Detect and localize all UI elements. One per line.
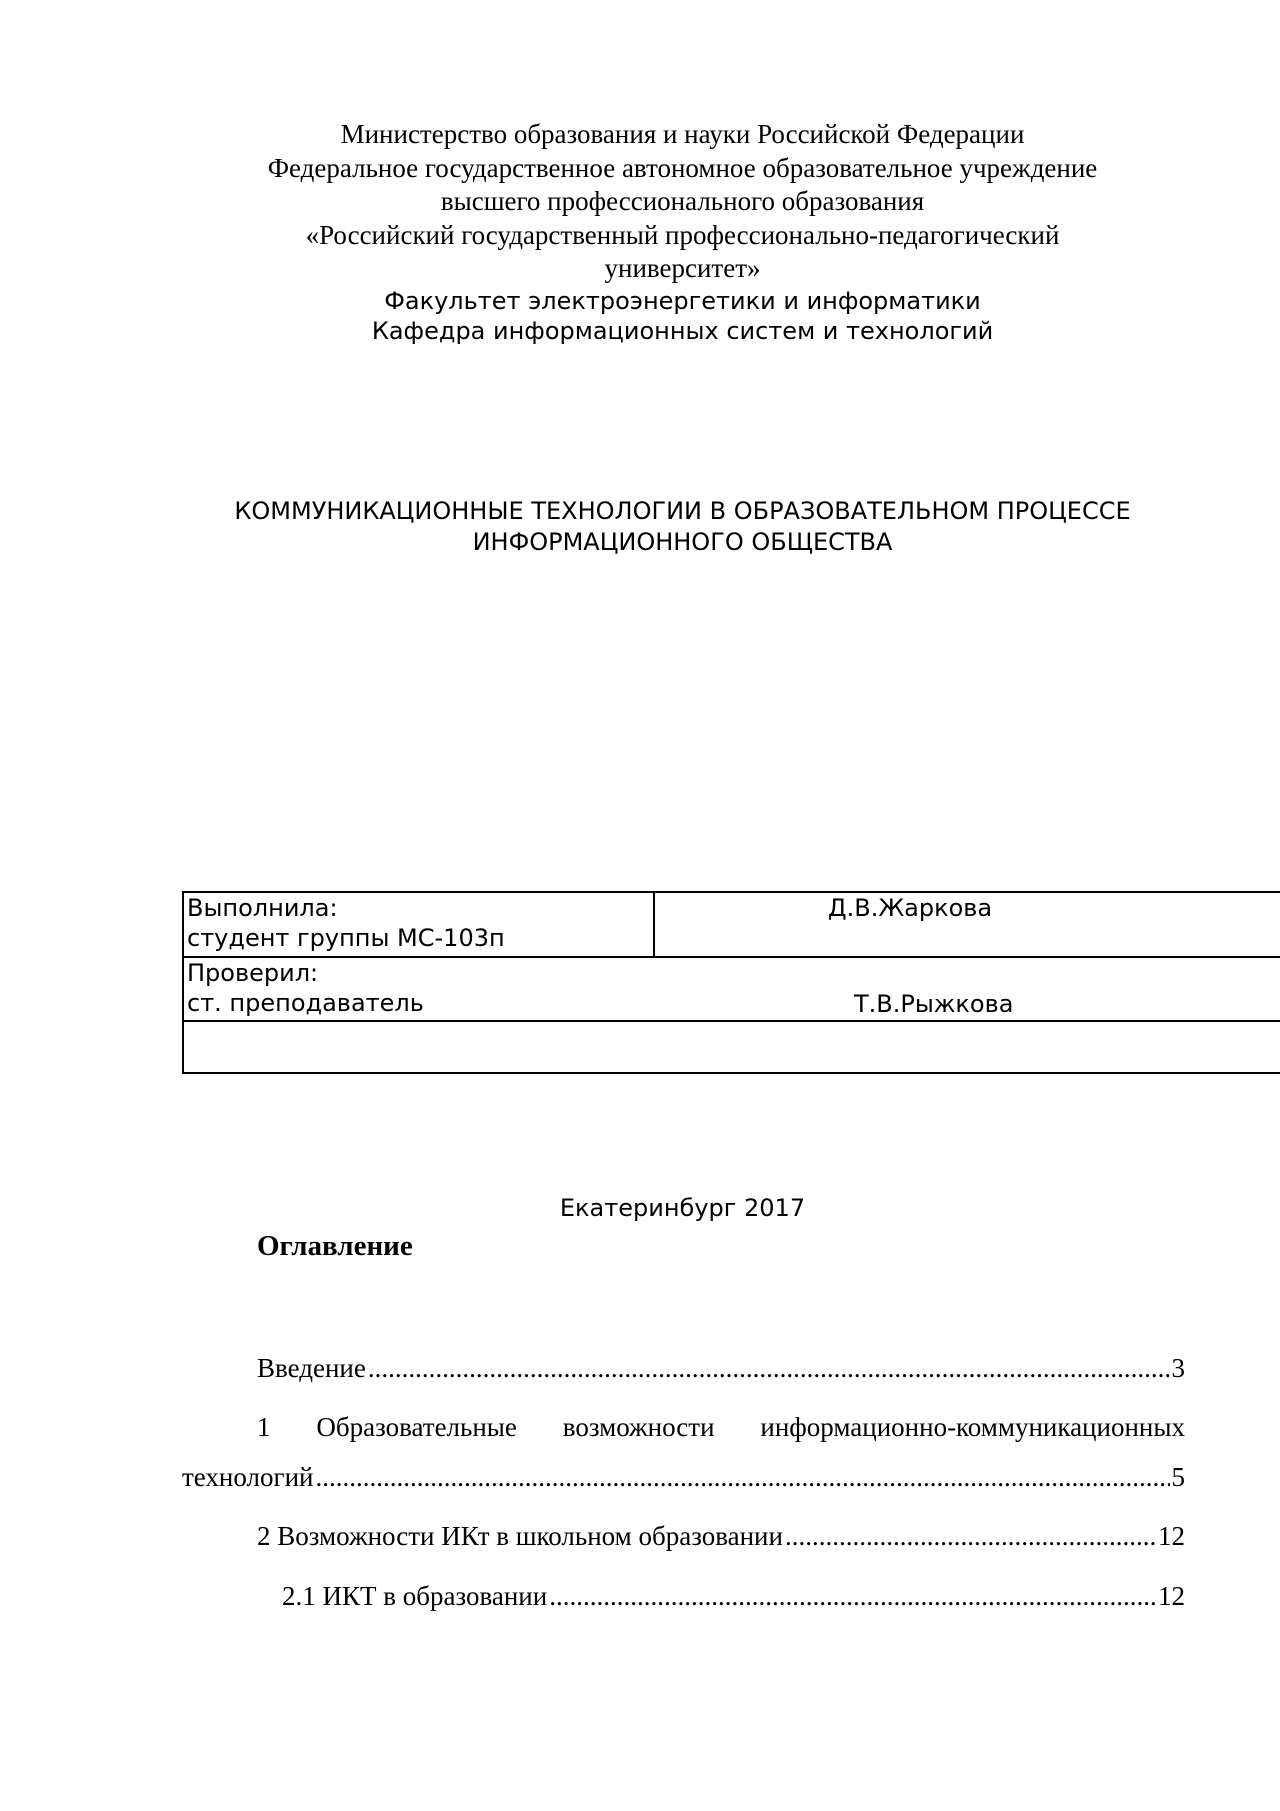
signature-table: [182, 891, 1280, 1074]
toc-entry-label-line-1: 1 Образовательные возможности информационно-коммуникационных: [257, 1412, 1185, 1442]
performed-name-cell: [654, 892, 1280, 957]
performed-row: [183, 892, 1280, 957]
toc-leader-dots: [368, 1350, 1170, 1387]
toc-entry-continuation: [182, 1459, 1185, 1496]
toc-entry-page: 12: [1158, 1581, 1185, 1611]
department-line: Кафедра информационных систем и технологий: [371, 316, 994, 345]
performed-role: студент группы МС-103п: [187, 924, 505, 952]
toc-entry-label: 2 Возможности ИКт в школьном образовании: [257, 1521, 783, 1551]
table-of-contents: [182, 1350, 1185, 1615]
empty-cell: [183, 1021, 1280, 1073]
toc-entry-label: Введение: [257, 1353, 366, 1383]
document-title-line-1: КОММУНИКАЦИОННЫЕ ТЕХНОЛОГИИ В ОБРАЗОВАТЕЛЬНОМ ПРОЦЕССЕ: [234, 497, 1131, 525]
toc-entry-page: 3: [1171, 1353, 1185, 1383]
performed-name: Д.В.Жаркова: [827, 894, 993, 922]
checked-name: Т.В.Рыжкова: [854, 990, 1014, 1018]
faculty-line: Факультет электроэнергетики и информатики: [384, 286, 981, 315]
institution-line: Федеральное государственное автономное образовательное учреждение: [267, 152, 1098, 183]
title-page-header: [150, 118, 1215, 346]
toc-entry-page: 12: [1158, 1521, 1185, 1551]
education-level-line: высшего профессионального образования: [440, 186, 925, 216]
checked-role: ст. преподаватель: [187, 989, 424, 1017]
toc-entry-section-2-1[interactable]: [182, 1578, 1185, 1615]
checked-label: Проверил:: [187, 959, 319, 987]
ministry-line: Министерство образования и науки Российской Федерации: [340, 119, 1025, 149]
toc-leader-dots: [315, 1459, 1169, 1496]
performed-label: Выполнила:: [187, 894, 338, 922]
university-line-2: университет»: [604, 253, 761, 283]
toc-entry-page: 5: [1171, 1462, 1185, 1492]
toc-leader-dots: [549, 1578, 1156, 1615]
university-line-1: «Российский государственный профессионально-педагогический: [305, 219, 1060, 250]
toc-entry-chapter-2[interactable]: [182, 1518, 1185, 1555]
document-title-line-2: ИНФОРМАЦИОННОГО ОБЩЕСТВА: [472, 528, 893, 556]
empty-row: [183, 1021, 1280, 1073]
toc-entry-label-line-2: технологий: [182, 1462, 314, 1492]
checked-cell: [183, 957, 1280, 1021]
city-year: Екатеринбург 2017: [559, 1194, 806, 1222]
toc-heading: Оглавление: [257, 1230, 413, 1262]
document-title: [150, 496, 1215, 558]
performed-cell: [183, 892, 654, 957]
toc-entry-intro[interactable]: [182, 1350, 1185, 1387]
toc-entry-label: 2.1 ИКТ в образовании: [282, 1581, 548, 1611]
checked-row: [183, 957, 1280, 1021]
toc-leader-dots: [785, 1518, 1156, 1555]
toc-entry-chapter-1[interactable]: [182, 1409, 1185, 1496]
